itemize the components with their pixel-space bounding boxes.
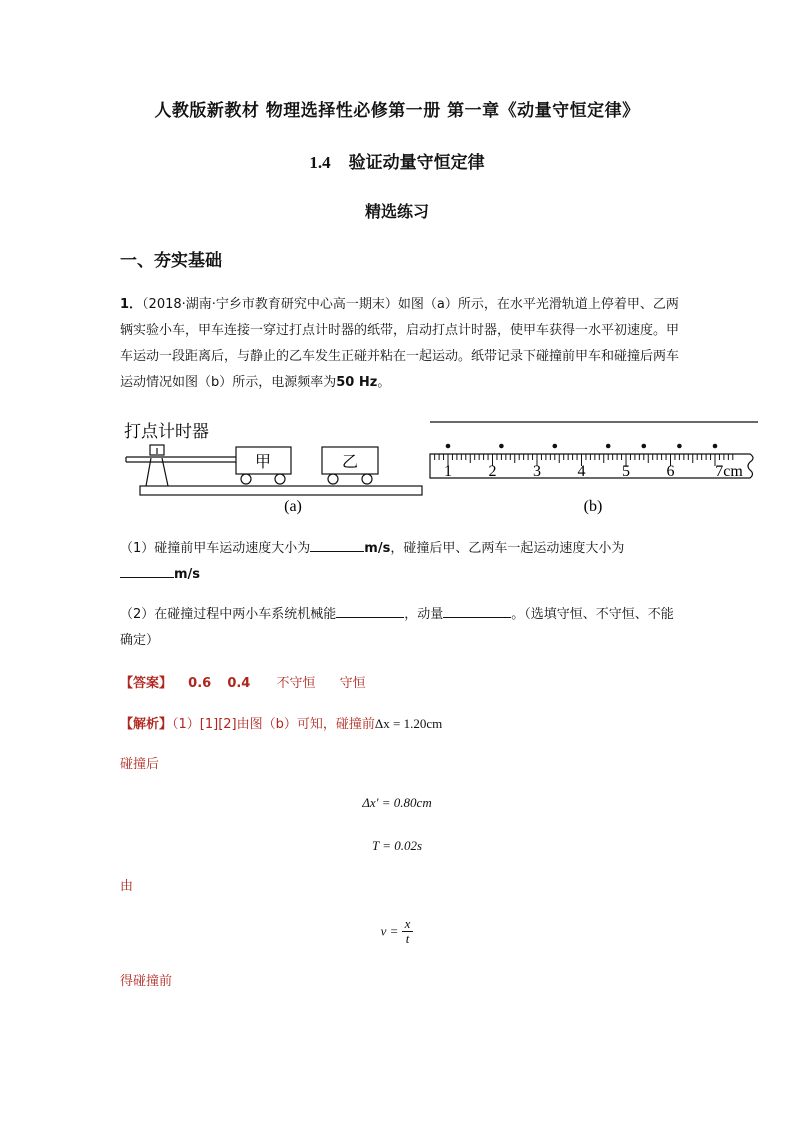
- question-body: 如图（a）所示，在水平光滑轨道上停着甲、乙两辆实验小车，甲车连接一穿过打点计时器的纸带，启动打点计时器，使甲车获得一水平初速度。甲车运动一段距离后，与静止的乙车发生正碰并粘在一起运动。纸带记录下碰撞前甲车和碰撞后两车运动情况如图（b）所示，电源频率为: [120, 297, 680, 390]
- answer-line: [120, 671, 680, 697]
- equation-velocity: v = $\frac{x}{t}$: [0, 917, 794, 946]
- subquestion-1: （1）碰撞前甲车运动速度大小为 m/s，碰撞后甲、乙两车一起运动速度大小为 m/s: [120, 536, 680, 588]
- answer-value: 不守恒: [276, 676, 316, 691]
- question-1-text: 1．（2018·湖南·宁乡市教育研究中心高一期末）如图（a）所示，在水平光滑轨道上停着甲、乙两辆实验小车，甲车连接一穿过打点计时器的纸带，启动打点计时器，使甲车获得一水平初速度。甲车运动一段距离后，与静止的乙车发生正碰并粘在一起运动。纸带记录下碰撞前甲车和碰撞后两车运动情况如图（b）所示，电源频率为50 Hz。: [120, 297, 680, 390]
- question-number: 1．: [120, 297, 143, 312]
- ruler: [430, 454, 753, 478]
- section-title: 验证动量守恒定律: [348, 153, 485, 173]
- experiment-figure: [118, 412, 758, 518]
- tape-dot: [606, 444, 611, 449]
- math-delta-x: Δx = 1.20cm: [374, 716, 443, 731]
- wheel: [328, 474, 338, 484]
- analysis-label: 【解析】: [120, 717, 173, 732]
- ruler-label: 5: [622, 463, 630, 480]
- analysis-get-before: 得碰撞前: [120, 974, 173, 989]
- caption-b: (b): [583, 498, 603, 515]
- tape-dot: [553, 444, 558, 449]
- timer-label: 打点计时器: [124, 422, 209, 441]
- tape-dot: [499, 444, 504, 449]
- answer-blank-1[interactable]: [310, 537, 364, 552]
- wheel: [241, 474, 251, 484]
- question-source: （2018·湖南·宁乡市教育研究中心高一期末）: [142, 297, 398, 312]
- answer-value: 0.6: [188, 676, 212, 691]
- equation-period: T = 0.02s: [371, 838, 423, 853]
- equation-delta-x-prime: Δx′ = 0.80cm: [362, 795, 432, 810]
- tape-dot: [713, 444, 718, 449]
- analysis-line-1: 【解析】（1）[1][2]由图（b）可知，碰撞前Δx = 1.20cm: [120, 716, 443, 732]
- subquestion-2: （2）在碰撞过程中两小车系统机械能 ，动量 。（选填守恒、不守恒、不能确定）: [120, 602, 680, 654]
- tape-dot: [642, 444, 647, 449]
- answer-blank-2[interactable]: [120, 563, 174, 578]
- answer-value: 0.4: [227, 676, 251, 691]
- tape-dot: [677, 444, 682, 449]
- answer-blank-3[interactable]: [336, 603, 404, 618]
- ruler-label: 2: [488, 463, 497, 480]
- tape-dot: [446, 444, 451, 449]
- frequency-value: 50 Hz: [336, 375, 378, 390]
- section-heading: [0, 148, 794, 173]
- answer-label: 【答案】: [120, 676, 173, 691]
- subtitle: 精选练习: [364, 202, 429, 221]
- cart-jia-label: 甲: [254, 454, 272, 471]
- caption-a: (a): [284, 498, 302, 515]
- analysis-by: 由: [120, 879, 134, 894]
- ruler-label: 3: [533, 463, 541, 480]
- ruler-label: 4: [577, 463, 586, 480]
- section-number: 1.4: [309, 153, 331, 172]
- ruler-label: 7cm: [715, 463, 743, 480]
- wheel: [362, 474, 372, 484]
- analysis-after-collision: 碰撞后: [120, 757, 160, 772]
- ruler-label: 1: [444, 463, 452, 480]
- wheel: [275, 474, 285, 484]
- document-title: 人教版新教材 物理选择性必修第一册 第一章《动量守恒定律》: [154, 101, 640, 121]
- ruler-label: 6: [666, 463, 675, 480]
- cart-yi-label: 乙: [341, 454, 359, 471]
- part-heading: 一、夯实基础: [120, 251, 222, 271]
- answer-value: 守恒: [339, 676, 366, 691]
- tape-dots: [446, 444, 718, 449]
- answer-blank-4[interactable]: [443, 603, 511, 618]
- track: [140, 486, 422, 495]
